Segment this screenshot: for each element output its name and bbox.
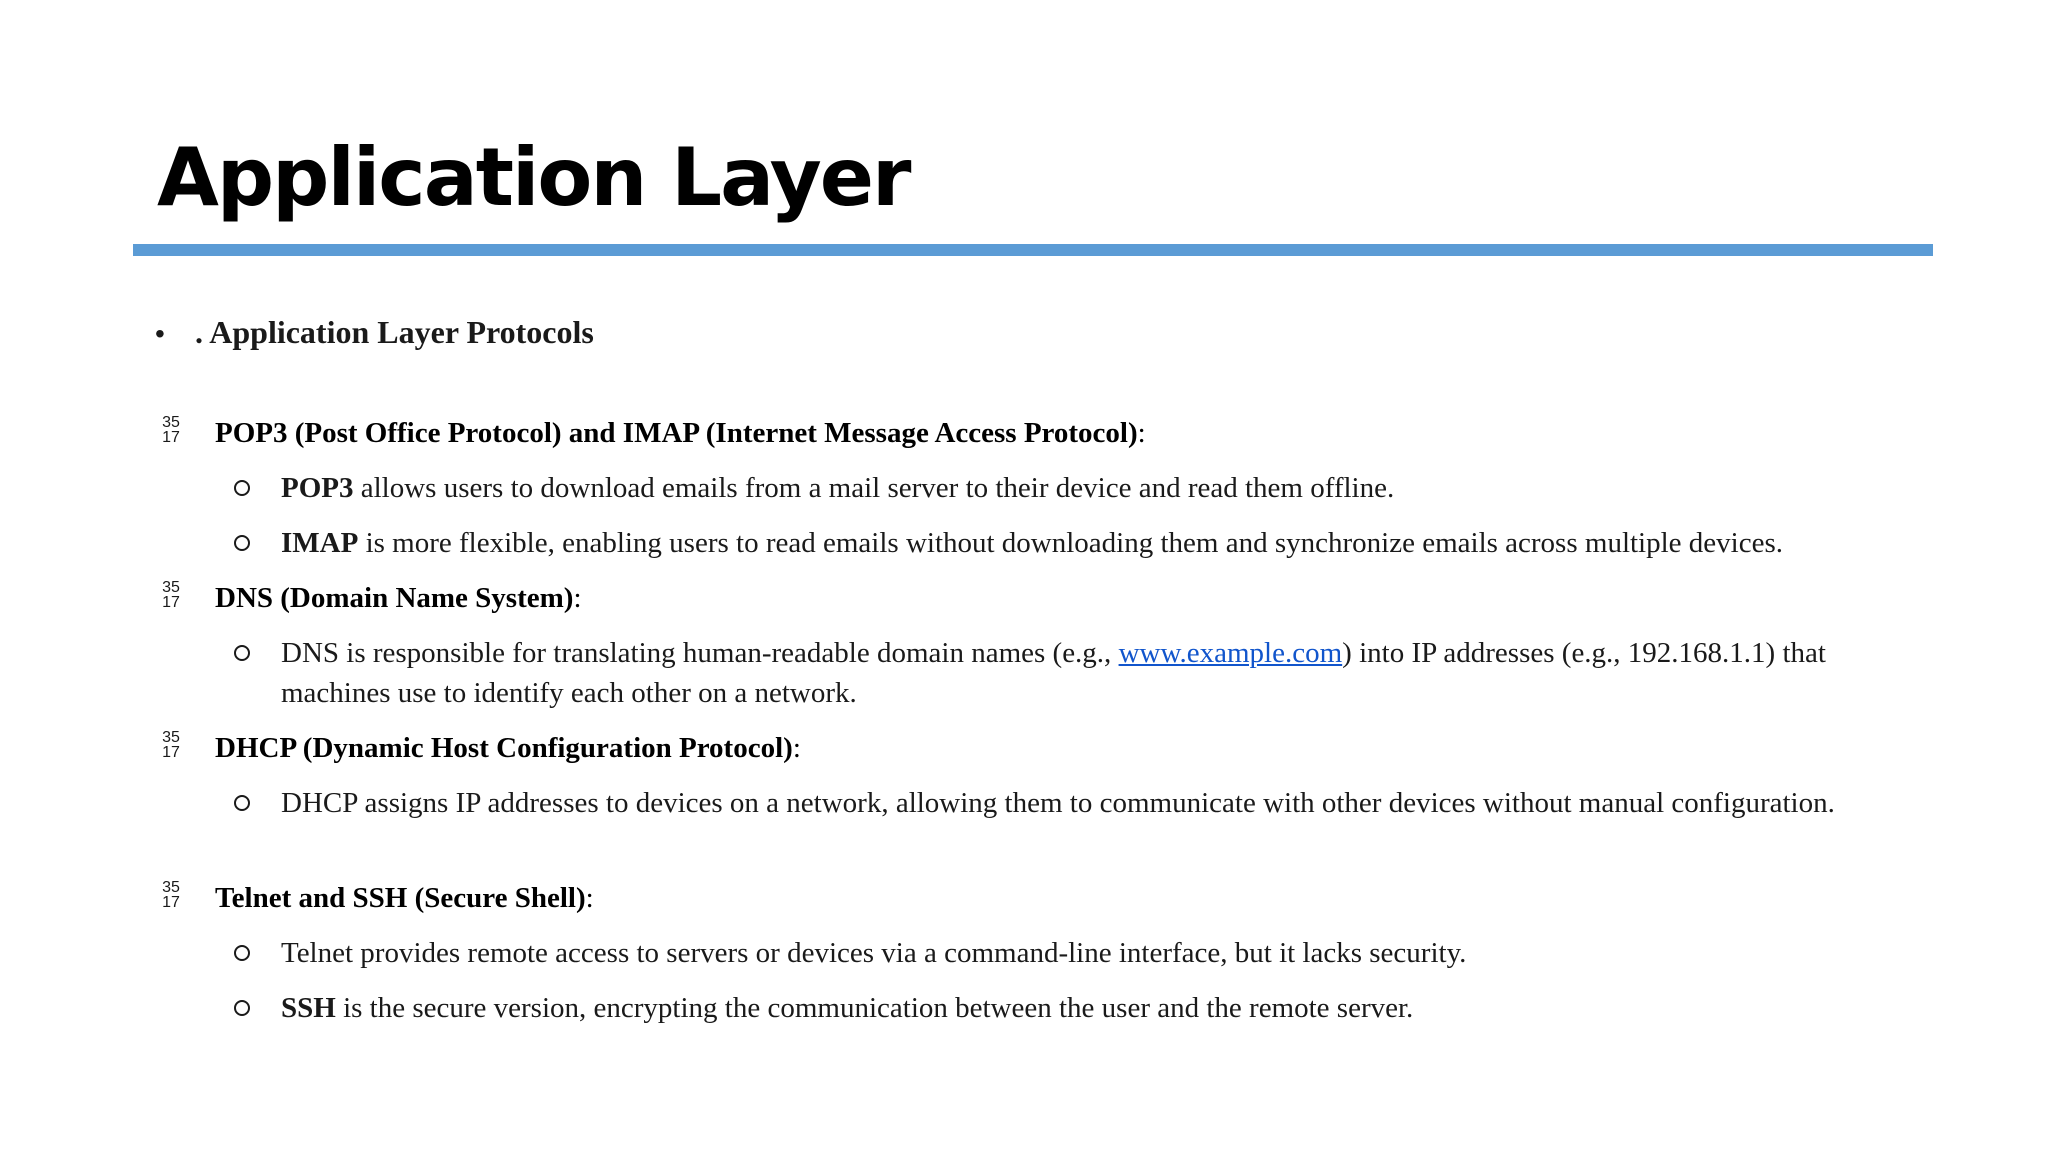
sub-item-term: IMAP	[281, 527, 359, 559]
sub-item-text: is the secure version, encrypting the communication between the user and the remote server.	[335, 992, 1414, 1024]
sub-item-term: POP3	[281, 472, 354, 504]
hollow-circle-bullet-icon	[234, 795, 250, 811]
section-heading: . Application Layer Protocols	[195, 314, 594, 350]
item-suffix: :	[792, 732, 801, 764]
list-item-dhcp	[215, 728, 801, 768]
sub-item-ssh	[281, 988, 1931, 1028]
sub-item-imap	[281, 523, 1931, 563]
list-item-dns	[215, 578, 582, 618]
sub-item-text: allows users to download emails from a mail server to their device and read them offline.	[353, 472, 1395, 504]
bullet-icon: •	[155, 318, 165, 349]
sub-item-telnet	[281, 933, 1931, 973]
item-suffix: :	[573, 582, 582, 614]
hollow-circle-bullet-icon	[234, 1000, 250, 1016]
sub-item-text: DHCP assigns IP addresses to devices on a network, allowing them to communicate with other devices without manual configuration.	[281, 787, 1835, 819]
item-suffix: :	[1137, 417, 1146, 449]
list-item-telnet-ssh	[215, 878, 594, 918]
sub-item-term: SSH	[281, 992, 336, 1024]
hollow-circle-bullet-icon	[234, 480, 250, 496]
list-marker-glyph: 35 17	[162, 579, 180, 611]
list-marker-glyph: 35 17	[162, 729, 180, 761]
sub-item-dns	[281, 633, 1931, 713]
sub-item-pop3	[281, 468, 1931, 508]
example-domain-link[interactable]: www.example.com	[1118, 637, 1343, 669]
sub-item-text: DNS is responsible for translating human-readable domain names (e.g.,	[281, 637, 1119, 669]
hollow-circle-bullet-icon	[234, 945, 250, 961]
sub-item-dhcp	[281, 783, 1931, 823]
list-marker-glyph: 35 17	[162, 414, 180, 446]
item-suffix: :	[585, 882, 594, 914]
sub-item-text: is more flexible, enabling users to read emails without downloading them and synchronize emails across multiple devices.	[358, 527, 1783, 559]
section-heading-row	[155, 312, 594, 354]
list-item-pop3-imap	[215, 413, 1146, 453]
hollow-circle-bullet-icon	[234, 645, 250, 661]
hollow-circle-bullet-icon	[234, 535, 250, 551]
sub-item-text: Telnet provides remote access to servers or devices via a command-line interface, but it lacks security.	[281, 937, 1467, 969]
item-term: POP3 (Post Office Protocol) and IMAP (Internet Message Access Protocol)	[215, 417, 1138, 449]
list-marker-glyph: 35 17	[162, 879, 180, 911]
sub-item-text: ) into IP addresses (e.g., 192.168.1.1) that machines use to identify each other on a network.	[281, 637, 1826, 709]
item-term: DNS (Domain Name System)	[215, 582, 574, 614]
item-term: DHCP (Dynamic Host Configuration Protocol)	[215, 732, 793, 764]
item-term: Telnet and SSH (Secure Shell)	[215, 882, 586, 914]
slide-title: Application Layer	[157, 131, 910, 224]
